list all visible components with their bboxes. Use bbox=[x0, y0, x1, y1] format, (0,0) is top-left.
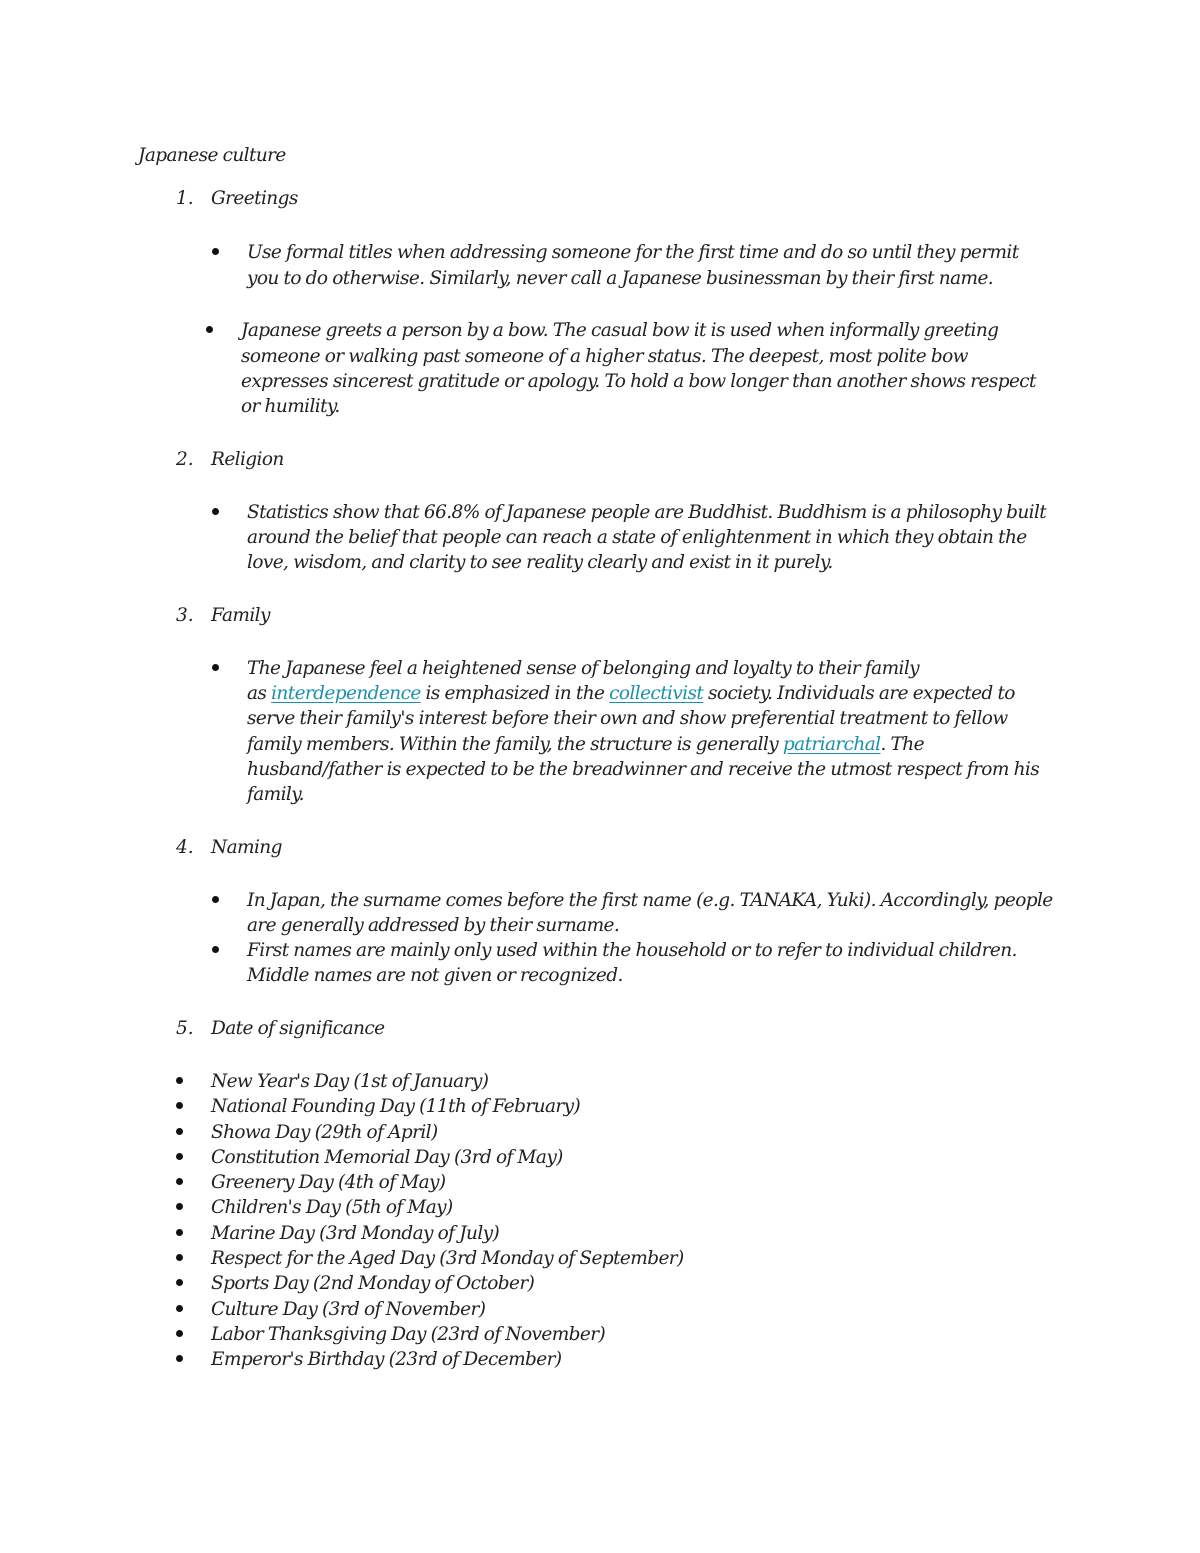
family-bullet-line: husband/father is expected to be the breadwinner and receive the utmost respect from his bbox=[247, 759, 1040, 780]
date-item: National Founding Day (11th of February) bbox=[211, 1096, 581, 1117]
link-patriarchal[interactable]: patriarchal bbox=[782, 734, 881, 755]
section-number: 2. bbox=[176, 449, 194, 470]
greetings-bullet-2-line: expresses sincerest gratitude or apology. To hold a bow longer than another shows respect bbox=[241, 371, 1036, 392]
link-collectivist[interactable]: collectivist bbox=[609, 683, 704, 704]
bullet-icon bbox=[212, 664, 219, 671]
bullet-icon bbox=[176, 1128, 183, 1135]
section-heading-dates: Date of significance bbox=[211, 1018, 385, 1039]
religion-bullet-line: love, wisdom, and clarity to see reality clearly and exist in it purely. bbox=[247, 552, 833, 573]
date-item: Respect for the Aged Day (3rd Monday of September) bbox=[211, 1248, 684, 1269]
bullet-icon bbox=[176, 1178, 183, 1185]
bullet-icon bbox=[212, 508, 219, 515]
family-text: is emphasized in the bbox=[420, 683, 610, 704]
greetings-bullet-2-line: someone or walking past someone of a higher status. The deepest, most polite bow bbox=[241, 346, 968, 367]
date-item: Greenery Day (4th of May) bbox=[211, 1172, 446, 1193]
date-item: Showa Day (29th of April) bbox=[211, 1122, 438, 1143]
greetings-bullet-1-line: you to do otherwise. Similarly, never call a Japanese businessman by their first name. bbox=[247, 268, 994, 289]
family-text: society. Individuals are expected to bbox=[703, 683, 1015, 704]
family-bullet-line bbox=[247, 732, 924, 757]
naming-bullet-1-line: In Japan, the surname comes before the first name (e.g. TANAKA, Yuki). Accordingly, people bbox=[247, 890, 1053, 911]
bullet-icon bbox=[176, 1077, 183, 1084]
section-heading-religion: Religion bbox=[211, 449, 284, 470]
bullet-icon bbox=[176, 1203, 183, 1210]
naming-bullet-2-line: First names are mainly only used within the household or to refer to individual children. bbox=[247, 940, 1017, 961]
bullet-icon bbox=[212, 946, 219, 953]
bullet-icon bbox=[212, 248, 219, 255]
family-bullet-line: The Japanese feel a heightened sense of belonging and loyalty to their family bbox=[247, 658, 920, 679]
bullet-icon bbox=[176, 1279, 183, 1286]
greetings-bullet-2-line: Japanese greets a person by a bow. The casual bow it is used when informally greeting bbox=[241, 320, 999, 341]
bullet-icon bbox=[176, 1254, 183, 1261]
family-bullet-line bbox=[247, 681, 1015, 706]
section-heading-family: Family bbox=[211, 605, 270, 626]
family-bullet-line: serve their family's interest before their own and show preferential treatment to fellow bbox=[247, 708, 1008, 729]
date-item: Constitution Memorial Day (3rd of May) bbox=[211, 1147, 563, 1168]
family-text: . The bbox=[880, 734, 924, 755]
date-item: Emperor's Birthday (23rd of December) bbox=[211, 1349, 562, 1370]
bullet-icon bbox=[176, 1330, 183, 1337]
date-item: Marine Day (3rd Monday of July) bbox=[211, 1223, 500, 1244]
section-heading-greetings: Greetings bbox=[211, 188, 298, 209]
section-heading-naming: Naming bbox=[211, 837, 282, 858]
date-item: Children's Day (5th of May) bbox=[211, 1197, 453, 1218]
bullet-icon bbox=[176, 1102, 183, 1109]
bullet-icon bbox=[206, 326, 213, 333]
bullet-icon bbox=[176, 1305, 183, 1312]
section-number: 5. bbox=[176, 1018, 194, 1039]
link-interdependence[interactable]: interdependence bbox=[271, 683, 421, 704]
section-number: 1. bbox=[176, 188, 194, 209]
religion-bullet-line: Statistics show that 66.8% of Japanese people are Buddhist. Buddhism is a philosophy built bbox=[247, 502, 1047, 523]
family-text: family members. Within the family, the structure is generally bbox=[247, 734, 783, 755]
date-item: Labor Thanksgiving Day (23rd of November) bbox=[211, 1324, 606, 1345]
bullet-icon bbox=[176, 1229, 183, 1236]
naming-bullet-1-line: are generally addressed by their surname. bbox=[247, 915, 620, 936]
family-text: as bbox=[247, 683, 272, 704]
family-bullet-line: family. bbox=[247, 784, 304, 805]
greetings-bullet-2-line: or humility. bbox=[241, 396, 340, 417]
bullet-icon bbox=[176, 1153, 183, 1160]
bullet-icon bbox=[212, 896, 219, 903]
section-number: 3. bbox=[176, 605, 194, 626]
bullet-icon bbox=[176, 1355, 183, 1362]
naming-bullet-2-line: Middle names are not given or recognized. bbox=[247, 965, 623, 986]
document-title: Japanese culture bbox=[138, 145, 286, 166]
greetings-bullet-1-line: Use formal titles when addressing someone for the first time and do so until they permit bbox=[247, 242, 1019, 263]
date-item: Sports Day (2nd Monday of October) bbox=[211, 1273, 535, 1294]
date-item: Culture Day (3rd of November) bbox=[211, 1299, 486, 1320]
date-item: New Year's Day (1st of January) bbox=[211, 1071, 489, 1092]
section-number: 4. bbox=[176, 837, 194, 858]
religion-bullet-line: around the belief that people can reach a state of enlightenment in which they obtain the bbox=[247, 527, 1027, 548]
